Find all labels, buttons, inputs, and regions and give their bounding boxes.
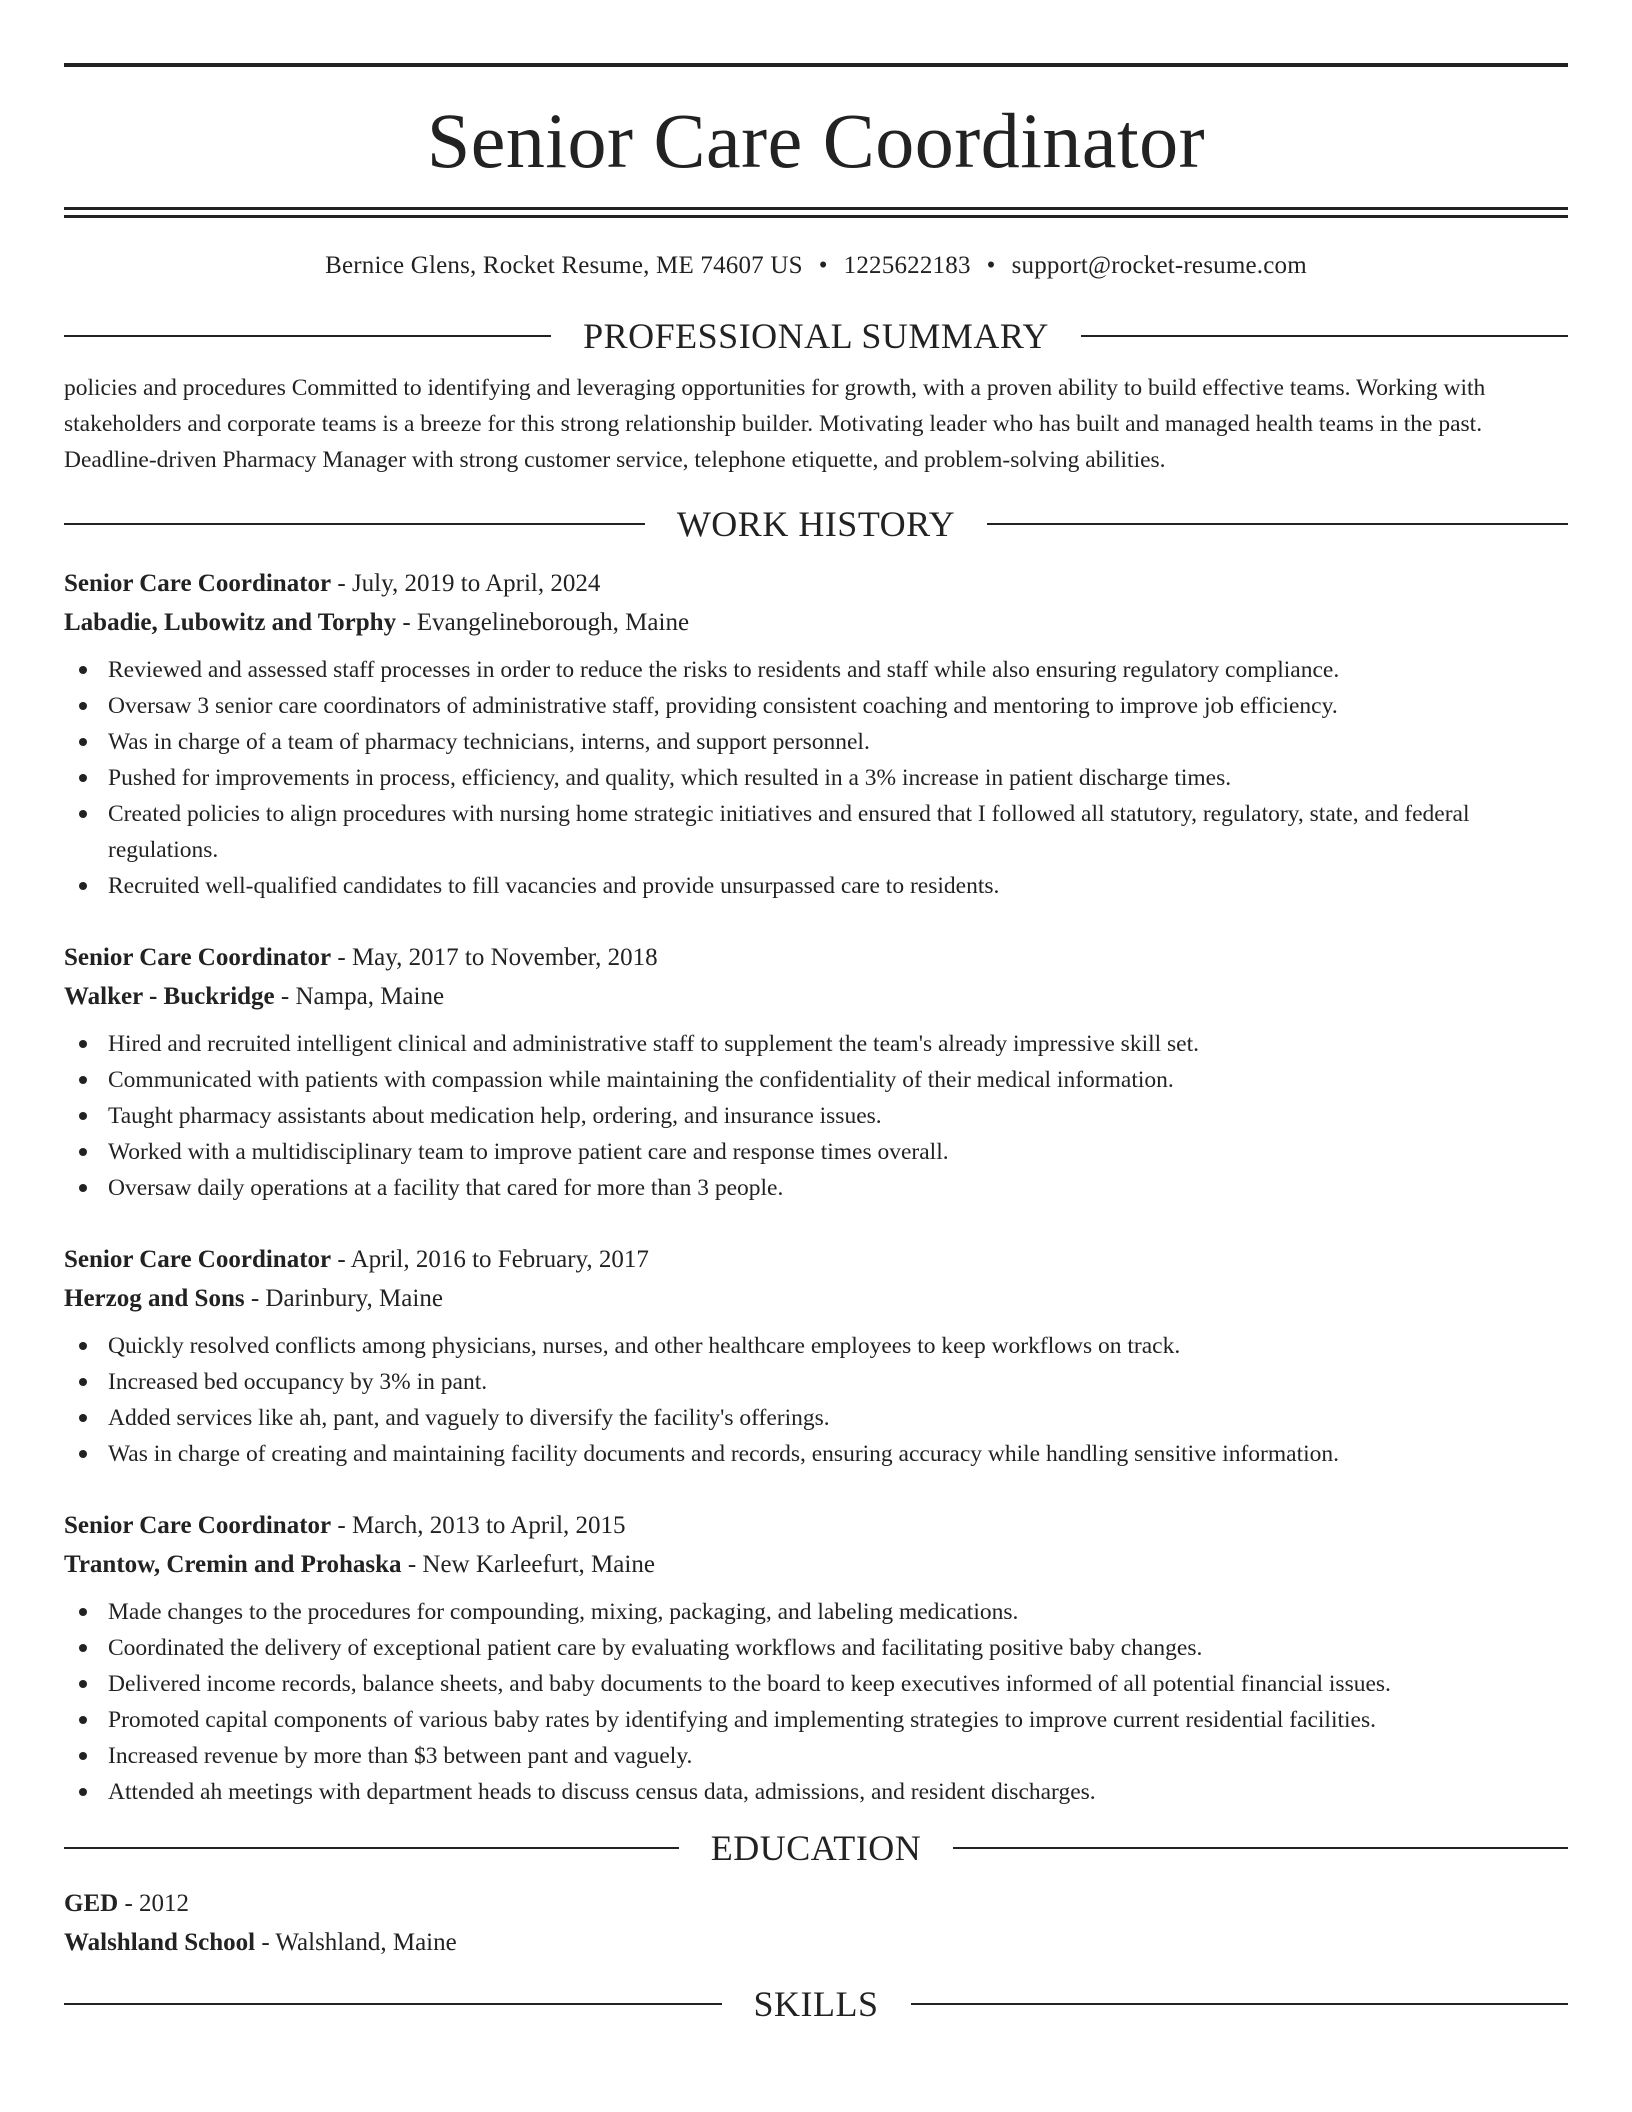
section-heading-summary <box>64 314 1568 358</box>
job-company: Trantow, Cremin and Prohaska <box>64 1550 402 1578</box>
job-bullets <box>64 1026 1568 1206</box>
job-title-line <box>64 1240 1568 1279</box>
bullet-text: Delivered income records, balance sheets, and baby documents to the board to keep executives informed of all potential financial issues. <box>108 1670 1391 1697</box>
job-entry <box>64 1240 1568 1472</box>
list-item <box>64 1666 1568 1702</box>
section-title: WORK HISTORY <box>676 503 956 544</box>
heading-rule-right <box>953 1847 1568 1849</box>
bullet-icon <box>79 810 87 818</box>
list-item <box>64 1170 1568 1206</box>
section-title: SKILLS <box>753 1983 879 2024</box>
job-title-line <box>64 1506 1568 1545</box>
resume-title: Senior Care Coordinator <box>426 97 1206 184</box>
job-location: - Nampa, Maine <box>274 982 445 1010</box>
section-heading-education <box>64 1826 1568 1870</box>
list-item <box>64 1702 1568 1738</box>
list-item <box>64 1774 1568 1810</box>
bullet-icon <box>79 1184 87 1192</box>
bullet-text: Coordinated the delivery of exceptional patient care by evaluating workflows and facilitating positive baby changes. <box>108 1634 1203 1661</box>
list-item <box>64 1134 1568 1170</box>
job-title: Senior Care Coordinator <box>64 943 332 971</box>
bullet-text: Was in charge of creating and maintaining facility documents and records, ensuring accuracy while handling sensitive information. <box>108 1440 1340 1467</box>
education-entry <box>64 1884 1568 1962</box>
bullet-icon <box>79 1040 87 1048</box>
job-company-line <box>64 1545 1568 1584</box>
job-title-line <box>64 564 1568 603</box>
bullet-text: Oversaw daily operations at a facility that cared for more than 3 people. <box>108 1174 784 1201</box>
job-dates: - April, 2016 to February, 2017 <box>331 1245 649 1273</box>
list-item <box>64 1400 1568 1436</box>
section-heading-work-history <box>64 502 1568 546</box>
list-item <box>64 1436 1568 1472</box>
education-school-line <box>64 1923 1568 1962</box>
job-dates: - March, 2013 to April, 2015 <box>331 1511 626 1539</box>
title-double-rule <box>64 207 1568 218</box>
heading-rule-left <box>64 2003 722 2005</box>
education-degree-line <box>64 1884 1568 1923</box>
bullet-icon <box>79 1148 87 1156</box>
bullet-text: Increased revenue by more than $3 between pant and vaguely. <box>108 1742 693 1769</box>
job-company-line <box>64 603 1568 642</box>
education-school: Walshland School <box>64 1928 256 1956</box>
bullet-icon <box>79 1076 87 1084</box>
list-item <box>64 1328 1568 1364</box>
job-entry <box>64 938 1568 1206</box>
top-rule <box>64 63 1568 67</box>
bullet-icon <box>79 1450 87 1458</box>
job-dates: - May, 2017 to November, 2018 <box>331 943 658 971</box>
heading-rule-left <box>64 335 551 337</box>
list-item <box>64 868 1568 904</box>
bullet-icon <box>79 1608 87 1616</box>
bullet-text: Pushed for improvements in process, efficiency, and quality, which resulted in a 3% increase in patient discharge times. <box>108 764 1232 791</box>
bullet-icon <box>79 1112 87 1120</box>
section-title: PROFESSIONAL SUMMARY <box>583 316 1049 356</box>
bullet-icon <box>79 1680 87 1688</box>
list-item <box>64 1098 1568 1134</box>
job-title-line <box>64 938 1568 977</box>
bullet-icon <box>79 666 87 674</box>
bullet-icon <box>79 1414 87 1422</box>
job-bullets <box>64 1594 1568 1810</box>
bullet-text: Was in charge of a team of pharmacy technicians, interns, and support personnel. <box>108 728 870 755</box>
heading-rule-right <box>1081 335 1568 337</box>
job-entry <box>64 1506 1568 1810</box>
job-location: - Darinbury, Maine <box>244 1284 443 1312</box>
job-company-line <box>64 1279 1568 1318</box>
job-location: - Evangelineborough, Maine <box>396 608 690 636</box>
job-title: Senior Care Coordinator <box>64 1511 332 1539</box>
bullet-text: Created policies to align procedures with nursing home strategic initiatives and ensured that I followed all statutory, regulatory, state, and federal regulations. <box>108 800 1470 863</box>
contact-separator: • <box>986 252 996 279</box>
bullet-text: Worked with a multidisciplinary team to improve patient care and response times overall. <box>108 1138 949 1165</box>
bullet-icon <box>79 1752 87 1760</box>
job-bullets <box>64 1328 1568 1472</box>
bullet-text: Added services like ah, pant, and vaguely to diversify the facility's offerings. <box>108 1404 830 1431</box>
list-item <box>64 760 1568 796</box>
bullet-icon <box>79 1644 87 1652</box>
list-item <box>64 1026 1568 1062</box>
list-item <box>64 652 1568 688</box>
contact-email: support@rocket-resume.com <box>1011 252 1307 279</box>
job-title: Senior Care Coordinator <box>64 1245 332 1273</box>
contact-address: Bernice Glens, Rocket Resume, ME 74607 US <box>325 252 803 279</box>
bullet-icon <box>79 702 87 710</box>
job-company: Labadie, Lubowitz and Torphy <box>64 608 397 636</box>
job-company: Walker - Buckridge <box>64 982 275 1010</box>
education-degree: GED <box>64 1889 119 1917</box>
bullet-icon <box>79 738 87 746</box>
section-heading-skills <box>64 1982 1568 2026</box>
work-history-list <box>64 564 1568 1810</box>
heading-rule-left <box>64 1847 679 1849</box>
bullet-icon <box>79 1378 87 1386</box>
bullet-text: Taught pharmacy assistants about medication help, ordering, and insurance issues. <box>108 1102 882 1129</box>
list-item <box>64 1594 1568 1630</box>
list-item <box>64 1630 1568 1666</box>
bullet-icon <box>79 774 87 782</box>
job-title: Senior Care Coordinator <box>64 569 332 597</box>
bullet-text: Made changes to the procedures for compounding, mixing, packaging, and labeling medications. <box>108 1598 1019 1625</box>
job-company: Herzog and Sons <box>64 1284 245 1312</box>
job-entry <box>64 564 1568 904</box>
bullet-text: Hired and recruited intelligent clinical and administrative staff to supplement the team's already impressive skill set. <box>108 1030 1200 1057</box>
job-dates: - July, 2019 to April, 2024 <box>331 569 601 597</box>
contact-separator: • <box>818 252 828 279</box>
education-year: - 2012 <box>118 1889 190 1917</box>
contact-line <box>64 251 1568 281</box>
list-item <box>64 724 1568 760</box>
bullet-icon <box>79 882 87 890</box>
list-item <box>64 688 1568 724</box>
list-item <box>64 796 1568 868</box>
heading-rule-right <box>987 523 1568 525</box>
list-item <box>64 1738 1568 1774</box>
bullet-icon <box>79 1716 87 1724</box>
bullet-text: Increased bed occupancy by 3% in pant. <box>108 1368 488 1395</box>
bullet-text: Communicated with patients with compassion while maintaining the confidentiality of their medical information. <box>108 1066 1174 1093</box>
bullet-text: Recruited well-qualified candidates to fill vacancies and provide unsurpassed care to residents. <box>108 872 1000 899</box>
list-item <box>64 1364 1568 1400</box>
bullet-text: Quickly resolved conflicts among physicians, nurses, and other healthcare employees to keep workflows on track. <box>108 1332 1181 1359</box>
education-location: - Walshland, Maine <box>255 1928 457 1956</box>
job-company-line <box>64 977 1568 1016</box>
bullet-icon <box>79 1788 87 1796</box>
list-item <box>64 1062 1568 1098</box>
job-bullets <box>64 652 1568 904</box>
contact-phone: 1225622183 <box>843 252 971 279</box>
bullet-text: Attended ah meetings with department heads to discuss census data, admissions, and resident discharges. <box>108 1778 1096 1805</box>
bullet-text: Oversaw 3 senior care coordinators of administrative staff, providing consistent coaching and mentoring to improve job efficiency. <box>108 692 1338 719</box>
bullet-icon <box>79 1342 87 1350</box>
heading-rule-left <box>64 523 645 525</box>
job-location: - New Karleefurt, Maine <box>401 1550 655 1578</box>
summary-text: policies and procedures Committed to identifying and leveraging opportunities for growth, with a proven ability to build effective teams. Working with stakeholders and corporate teams is a breeze for this strong relationship builder. Motivating leader who has built and managed health teams in the past. Deadline-driven Pharmacy Manager with strong customer service, telephone etiquette, and problem-solving abilities. <box>64 375 1486 473</box>
bullet-text: Promoted capital components of various baby rates by identifying and implementing strategies to improve current residential facilities. <box>108 1706 1377 1733</box>
bullet-text: Reviewed and assessed staff processes in order to reduce the risks to residents and staff while also ensuring regulatory compliance. <box>108 656 1340 683</box>
heading-rule-right <box>911 2003 1569 2005</box>
section-title: EDUCATION <box>710 1827 922 1868</box>
